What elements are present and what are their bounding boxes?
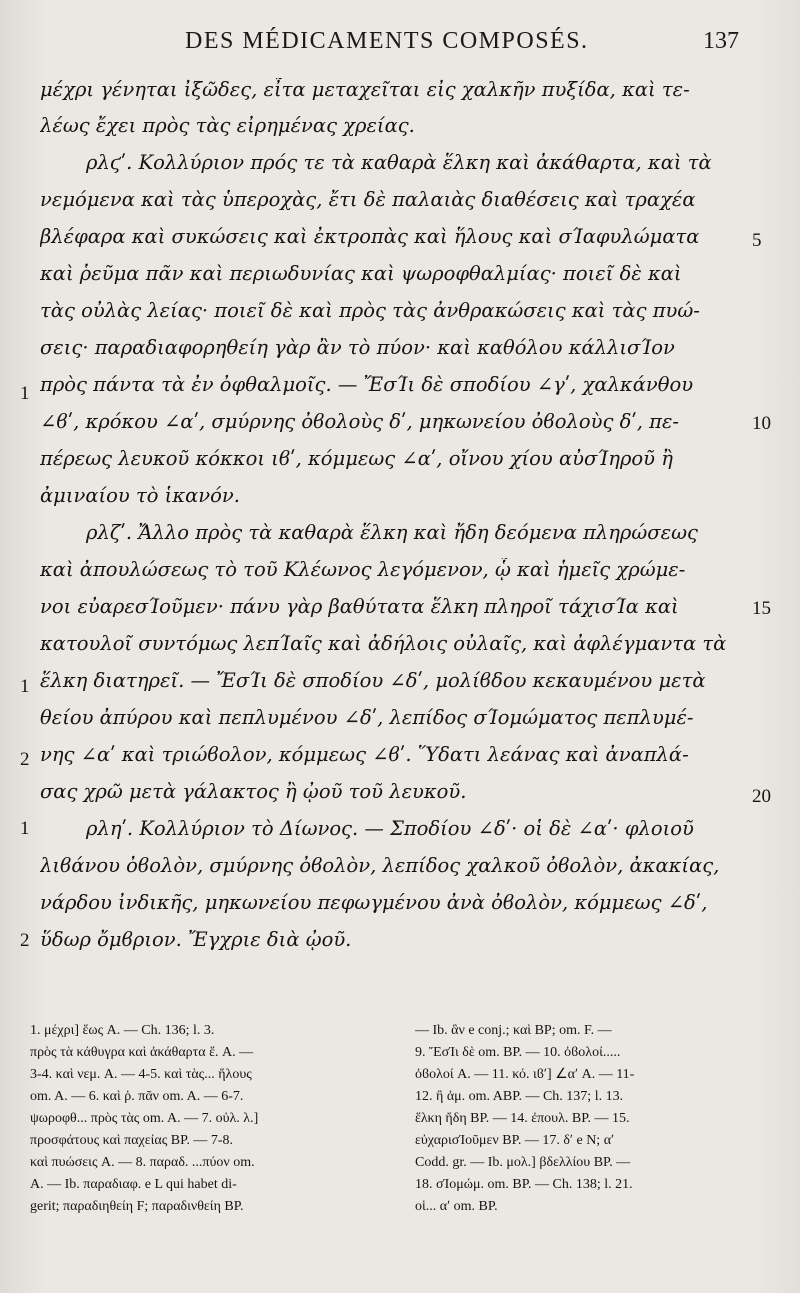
body-line-6: καὶ ῥεῦμα πᾶν καὶ περιωδυνίας καὶ ψωροφθαλμίας· ποιεῖ δὲ καὶ (40, 262, 682, 285)
footnote-line: 9. ἜσΊι δὲ om. BP. — 10. ὀϐολοί..... (415, 1045, 621, 1060)
body-line-9: πρὸς πάντα τὰ ἐν ὀφθαλμοῖς. — ἜσΊι δὲ σποδίου ∠γʹ, χαλκάνθου (40, 373, 694, 396)
body-line-11: πέρεως λευκοῦ κόκκοι ιϐʹ, κόμμεως ∠αʹ, οἴνου χίου αὐσΊηροῦ ἢ (40, 447, 673, 470)
body-line-14: καὶ ἀπουλώσεως τὸ τοῦ Κλέωνος λεγόμενον, ᾧ καὶ ἡμεῖς χρώμε- (40, 558, 686, 581)
body-line-1: μέχρι γένηται ἰξῶδες, εἶτα μεταχεῖται εἰς χαλκῆν πυξίδα, καὶ τε- (40, 78, 690, 101)
margin-note-number: 2 (20, 749, 30, 770)
body-line-23: νάρδου ἰνδικῆς, μηκωνείου πεφωγμένου ἀνὰ ὀϐολὸν, κόμμεως ∠δʹ, (40, 891, 708, 914)
footnotes-right-column (415, 1020, 760, 1218)
footnote-line: 18. σΊομώμ. om. BP. — Ch. 138; l. 21. (415, 1177, 633, 1192)
footnote-line: καὶ πυώσεις A. — 8. παραδ. ...πύον om. (30, 1155, 255, 1170)
body-line-10: ∠ϐʹ, κρόκου ∠αʹ, σμύρνης ὀϐολοὺς δʹ, μηκωνείου ὀϐολοὺς δʹ, πε- (40, 410, 680, 433)
line-number: 15 (752, 598, 771, 619)
running-title: DES MÉDICAMENTS COMPOSÉS. (185, 28, 589, 54)
footnote-line: εὐχαρισΊοῦμεν BP. — 17. δʹ e N; αʹ (415, 1133, 615, 1148)
body-line-19: νης ∠αʹ καὶ τριώϐολον, κόμμεως ∠ϐʹ. Ὕδατι λεάνας καὶ ἀναπλά- (40, 743, 689, 766)
footnote-line: — Ib. ἂν e conj.; καὶ BP; om. F. — (415, 1023, 612, 1038)
footnote-line: ψωροφθ... πρὸς τὰς om. A. — 7. οὐλ. λ.] (30, 1111, 259, 1126)
body-line-8: σεις· παραδιαφορηθείη γὰρ ἂν τὸ πύον· καὶ καθόλου κάλλισΊον (40, 336, 675, 359)
body-line-21: ρληʹ. Κολλύριον τὸ Δίωνος. — Σποδίου ∠δʹ· οἱ δὲ ∠αʹ· φλοιοῦ (86, 817, 694, 840)
footnote-line: A. — Ib. παραδιαφ. e L qui habet di- (30, 1177, 237, 1192)
margin-note-number: 2 (20, 930, 30, 951)
body-line-18: θείου ἀπύρου καὶ πεπλυμένου ∠δʹ, λεπίδος σΊομώματος πεπλυμέ- (40, 706, 694, 729)
body-line-4: νεμόμενα καὶ τὰς ὑπεροχὰς, ἔτι δὲ παλαιὰς διαθέσεις καὶ τραχέα (40, 188, 696, 211)
footnote-line: Codd. gr. — Ib. μολ.] βδελλίου BP. — (415, 1155, 631, 1170)
body-line-16: κατουλοῖ συντόμως λεπΊαῖς καὶ ἀδήλοις οὐλαῖς, καὶ ἀφλέγμαντα τὰ (40, 632, 727, 655)
footnote-line: πρὸς τὰ κάθυγρα καὶ ἀκάθαρτα ἕ. A. — (30, 1045, 254, 1060)
body-line-22: λιϐάνου ὀϐολὸν, σμύρνης ὀϐολὸν, λεπίδος χαλκοῦ ὀϐολὸν, ἀκακίας, (40, 854, 720, 877)
line-number: 5 (752, 230, 762, 251)
body-line-7: τὰς οὐλὰς λείας· ποιεῖ δὲ καὶ πρὸς τὰς ἀνθρακώσεις καὶ τὰς πυώ- (40, 299, 700, 322)
footnote-line: om. A. — 6. καὶ ῥ. πᾶν om. A. — 6-7. (30, 1089, 244, 1104)
body-line-17: ἕλκη διατηρεῖ. — ἜσΊι δὲ σποδίου ∠δʹ, μολίϐδου κεκαυμένου μετὰ (40, 669, 706, 692)
footnote-line: 3-4. καὶ νεμ. A. — 4-5. καὶ τὰς... ἥλους (30, 1067, 252, 1082)
margin-note-number: 1 (20, 818, 30, 839)
line-number: 10 (752, 413, 771, 434)
body-line-15: νοι εὐαρεσΊοῦμεν· πάνυ γὰρ βαθύτατα ἕλκη πληροῖ τάχισΊα καὶ (40, 595, 679, 618)
body-line-24: ὕδωρ ὄμϐριον. Ἔγχριε διὰ ᾠοῦ. (40, 928, 352, 951)
footnote-line: ἕλκη ἤδη BP. — 14. ἐπουλ. BP. — 15. (415, 1111, 630, 1126)
body-line-13: ρλζʹ. Ἄλλο πρὸς τὰ καθαρὰ ἕλκη καὶ ἤδη δεόμενα πληρώσεως (86, 521, 698, 544)
footnotes-left-column (30, 1020, 375, 1218)
footnote-line: οἱ... αʹ om. BP. (415, 1199, 498, 1214)
margin-note-number: 1 (20, 676, 30, 697)
margin-note-number: 1 (20, 383, 30, 404)
body-line-20: σας χρῶ μετὰ γάλακτος ἢ ᾠοῦ τοῦ λευκοῦ. (40, 780, 467, 803)
footnote-line: ὀϐολοί A. — 11. κό. ιϐʹ] ∠αʹ A. — 11- (415, 1067, 635, 1082)
body-line-12: ἀμιναίου τὸ ἱκανόν. (40, 484, 240, 507)
page-number: 137 (703, 28, 739, 54)
body-line-3: ρλϛʹ. Κολλύριον πρός τε τὰ καθαρὰ ἕλκη καὶ ἀκάθαρτα, καὶ τὰ (86, 151, 712, 174)
footnote-line: προσφάτους καὶ παχείας BP. — 7-8. (30, 1133, 234, 1148)
body-line-2: λέως ἔχει πρὸς τὰς εἰρημένας χρείας. (40, 114, 415, 137)
footnote-line: 1. μέχρι] ἕως A. — Ch. 136; l. 3. (30, 1023, 215, 1038)
body-line-5: βλέφαρα καὶ συκώσεις καὶ ἐκτροπὰς καὶ ἥλους καὶ σΊαφυλώματα (40, 225, 700, 248)
line-number: 20 (752, 786, 771, 807)
footnote-line: gerit; παραδιηθείη F; παραδινθείη BP. (30, 1199, 244, 1214)
footnote-line: 12. ἢ ἀμ. om. ABP. — Ch. 137; l. 13. (415, 1089, 624, 1104)
